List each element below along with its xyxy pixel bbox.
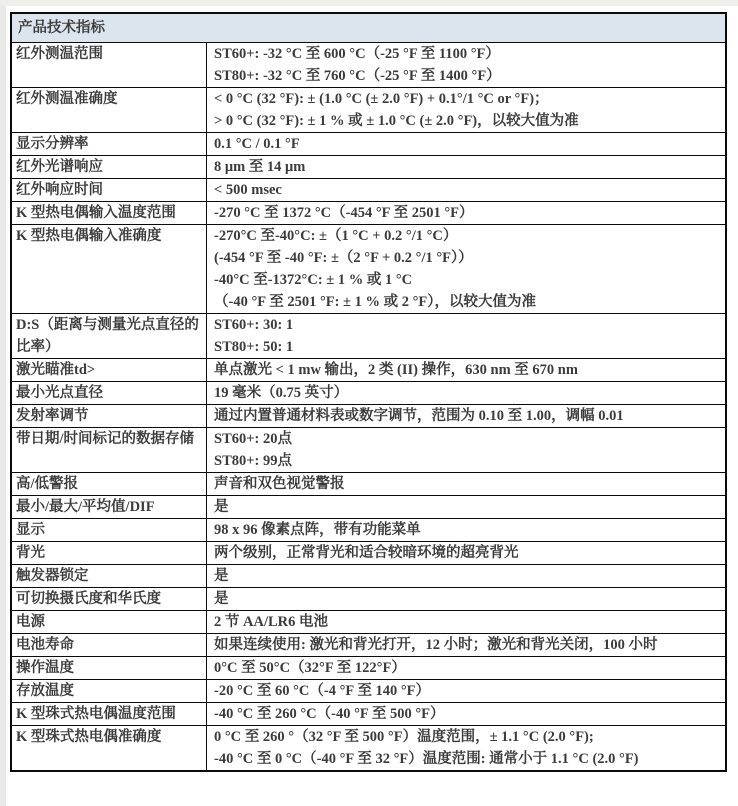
spec-value-line: 是: [214, 499, 229, 515]
spec-value: [207, 43, 725, 87]
spec-label: 红外测温范围: [12, 43, 207, 87]
spec-label: 发射率调节: [12, 405, 207, 427]
spec-row: [12, 88, 725, 133]
spec-label: K 型珠式热电偶准确度: [12, 726, 207, 770]
spec-label: 电源: [12, 611, 207, 633]
spec-row: [12, 588, 725, 611]
spec-label: 触发器锁定: [12, 565, 207, 587]
spec-value-line: 19 毫米（0.75 英寸）: [214, 385, 349, 401]
spec-label: K 型热电偶输入准确度: [12, 225, 207, 313]
spec-value-line: 单点激光 < 1 mw 输出，2 类 (II) 操作，630 nm 至 670 nm: [214, 362, 578, 378]
spec-value-line: 如果连续使用: 激光和背光打开，12 小时；激光和背光关闭，100 小时: [214, 637, 658, 653]
spec-value: [207, 496, 725, 518]
spec-value-line: 0°C 至 50°C（32°F 至 122°F）: [214, 660, 406, 676]
spec-value: [207, 225, 725, 313]
spec-row: [12, 726, 725, 770]
spec-value-line: < 500 msec: [214, 182, 282, 198]
spec-row: [12, 519, 725, 542]
spec-value: [207, 634, 725, 656]
spec-label: 显示: [12, 519, 207, 541]
spec-value-line: -40 °C 至 260 °C（-40 °F 至 500 °F）: [214, 706, 445, 722]
spec-value: [207, 359, 725, 381]
spec-value-line: 是: [214, 568, 229, 584]
spec-value-line: 98 x 96 像素点阵，带有功能菜单: [214, 522, 421, 538]
spec-row: [12, 179, 725, 202]
product-spec-table: [10, 12, 727, 772]
spec-value: [207, 588, 725, 610]
spec-value: [207, 703, 725, 725]
spec-value-line: -270 °C 至 1372 °C（-454 °F 至 2501 °F）: [214, 205, 474, 221]
spec-label: K 型热电偶输入温度范围: [12, 202, 207, 224]
spec-value-line: (-454 °F 至 -40 °F: ±（2 °F + 0.2 °/1 °F））: [214, 250, 473, 266]
spec-value-line: 两个级别，正常背光和适合较暗环境的超亮背光: [214, 545, 519, 561]
spec-value-line: ST80+: 99点: [214, 453, 292, 469]
spec-label: 电池寿命: [12, 634, 207, 656]
spec-value: [207, 382, 725, 404]
spec-row: [12, 133, 725, 156]
spec-row: [12, 703, 725, 726]
spec-row: [12, 611, 725, 634]
spec-row: [12, 634, 725, 657]
spec-label: 红外光谱响应: [12, 156, 207, 178]
spec-row: [12, 565, 725, 588]
spec-row: [12, 473, 725, 496]
spec-label: 可切换摄氏度和华氏度: [12, 588, 207, 610]
spec-value-line: 是: [214, 591, 229, 607]
spec-value-line: -40°C 至-1372°C: ± 1 % 或 1 °C: [214, 272, 413, 288]
spec-value: [207, 156, 725, 178]
spec-row: [12, 382, 725, 405]
spec-label: 激光瞄准td>: [12, 359, 207, 381]
spec-label: K 型珠式热电偶温度范围: [12, 703, 207, 725]
spec-row: [12, 43, 725, 88]
spec-value: [207, 726, 725, 770]
spec-value-line: -20 °C 至 60 °C（-4 °F 至 140 °F）: [214, 683, 430, 699]
spec-row: [12, 156, 725, 179]
spec-value-line: （-40 °F 至 2501 °F: ± 1 % 或 2 °F），以较大值为准: [214, 294, 537, 310]
spec-value: [207, 657, 725, 679]
spec-value: [207, 565, 725, 587]
table-header-row: 产品技术指标: [12, 14, 725, 43]
spec-value: [207, 405, 725, 427]
spec-value-line: 2 节 AA/LR6 电池: [214, 614, 328, 630]
spec-value-line: -270°C 至-40°C: ±（1 °C + 0.2 °/1 °C）: [214, 228, 458, 244]
spec-row: [12, 314, 725, 359]
spec-row: [12, 225, 725, 314]
spec-label: 最小/最大/平均值/DIF: [12, 496, 207, 518]
table-rows: [12, 43, 725, 770]
spec-value: [207, 680, 725, 702]
spec-value-line: > 0 °C (32 °F): ± 1 % 或 ± 1.0 °C (± 2.0 °F)，以较大值为准: [214, 113, 579, 129]
spec-value: [207, 473, 725, 495]
spec-value-line: 0.1 °C / 0.1 °F: [214, 136, 300, 152]
spec-row: [12, 542, 725, 565]
spec-label: 背光: [12, 542, 207, 564]
spec-value-line: < 0 °C (32 °F): ± (1.0 °C (± 2.0 °F) + 0.1°/1 °C or °F)；: [214, 91, 549, 107]
spec-value-line: ST60+: 20点: [214, 431, 292, 447]
spec-label: 操作温度: [12, 657, 207, 679]
spec-value: [207, 88, 725, 132]
top-edge-strip: [0, 0, 738, 6]
spec-row: [12, 657, 725, 680]
spec-row: [12, 202, 725, 225]
spec-value-line: -40 °C 至 0 °C（-40 °F 至 32 °F）温度范围: 通常小于 1.1 °C (2.0 °F): [214, 751, 639, 767]
spec-value: [207, 611, 725, 633]
spec-label: 存放温度: [12, 680, 207, 702]
spec-row: [12, 359, 725, 382]
spec-label: 最小光点直径: [12, 382, 207, 404]
spec-label: 带日期/时间标记的数据存储: [12, 428, 207, 472]
spec-row: [12, 428, 725, 473]
spec-value: [207, 428, 725, 472]
spec-value-line: ST60+: 30: 1: [214, 317, 294, 333]
spec-row: [12, 496, 725, 519]
spec-label: 高/低警报: [12, 473, 207, 495]
spec-label: D:S（距离与测量光点直径的比率）: [12, 314, 207, 358]
spec-label: 显示分辨率: [12, 133, 207, 155]
spec-label: 红外响应时间: [12, 179, 207, 201]
spec-row: [12, 405, 725, 428]
spec-value: [207, 519, 725, 541]
spec-value-line: ST80+: 50: 1: [214, 339, 294, 355]
left-edge-strip: [0, 6, 6, 806]
spec-row: [12, 680, 725, 703]
spec-value-line: ST80+: -32 °C 至 760 °C（-25 °F 至 1400 °F）: [214, 68, 501, 84]
spec-value: [207, 314, 725, 358]
spec-value: [207, 133, 725, 155]
spec-label: 红外测温准确度: [12, 88, 207, 132]
spec-value-line: 声音和双色视觉警报: [214, 476, 345, 492]
spec-value-line: 通过内置普通材料表或数字调节，范围为 0.10 至 1.00，调幅 0.01: [214, 408, 624, 424]
spec-value: [207, 202, 725, 224]
spec-value-line: 0 °C 至 260 °（32 °F 至 500 °F）温度范围，± 1.1 °C (2.0 °F);: [214, 729, 594, 745]
spec-value-line: 8 μm 至 14 μm: [214, 159, 306, 175]
spec-value-line: ST60+: -32 °C 至 600 °C（-25 °F 至 1100 °F）: [214, 46, 500, 62]
spec-value: [207, 542, 725, 564]
spec-value: [207, 179, 725, 201]
